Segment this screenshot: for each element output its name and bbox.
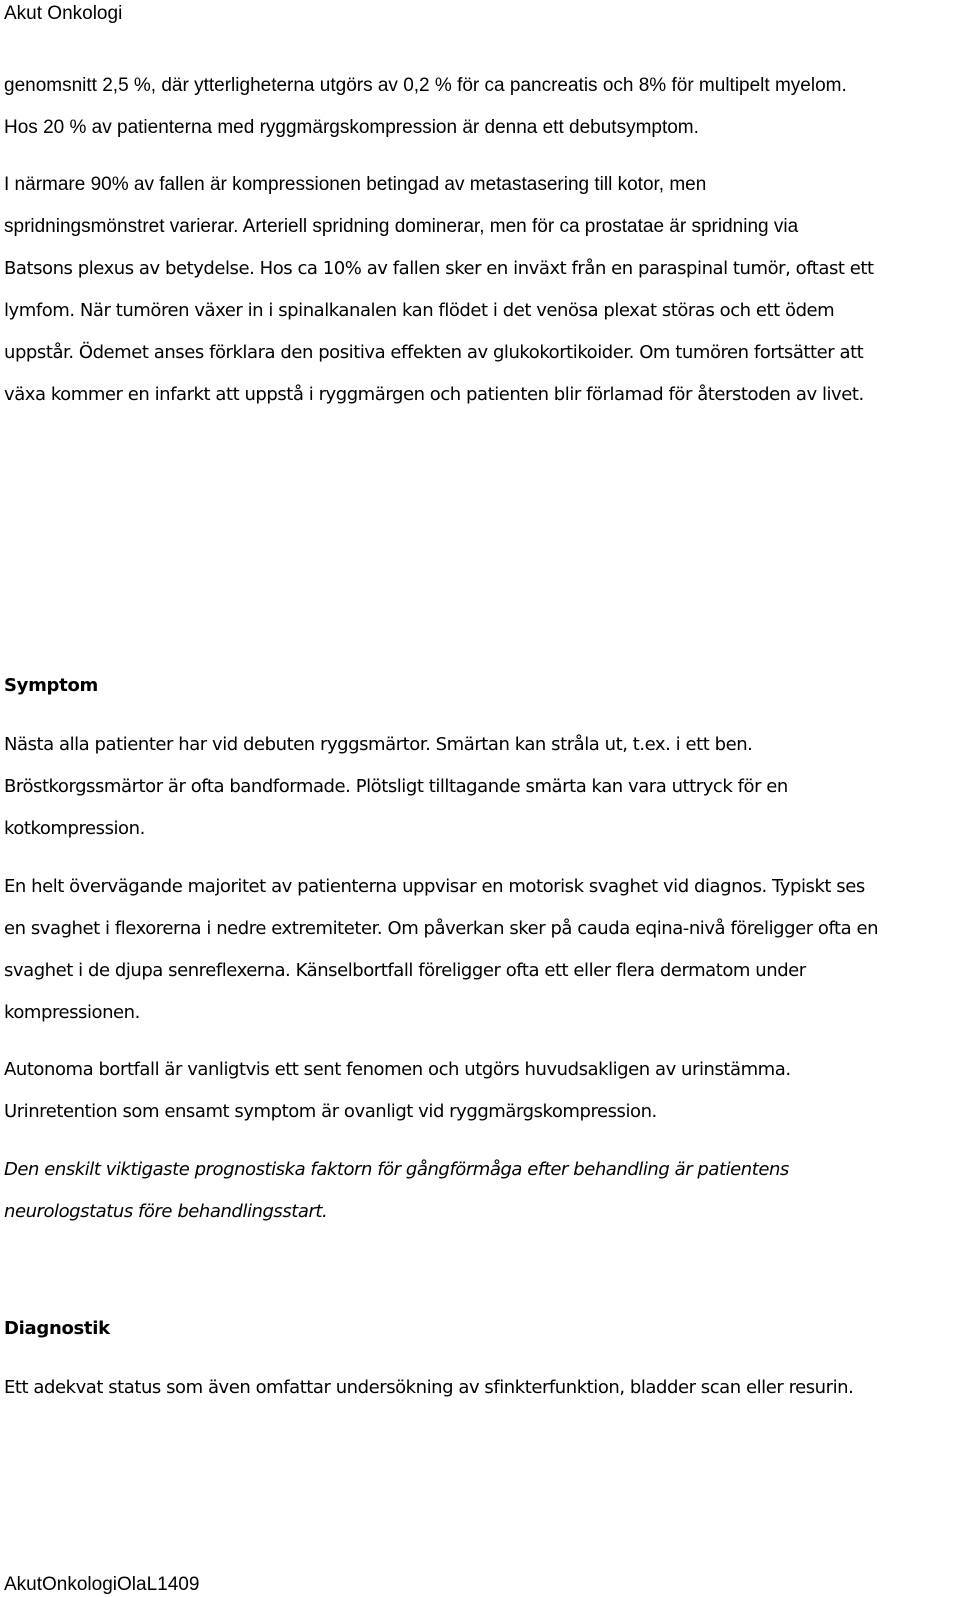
italic-text-line: neurologstatus före behandlingsstart. — [4, 1201, 328, 1222]
italic-text-line: Den enskilt viktigaste prognostiska faktorn för gångförmåga efter behandling är patientens — [4, 1159, 789, 1180]
text-line: kompressionen. — [4, 1002, 140, 1023]
text-line: svaghet i de djupa senreflexerna. Känselbortfall föreligger ofta ett eller flera dermatom under — [4, 960, 806, 981]
text-line: Hos 20 % av patienterna med ryggmärgskompression är denna ett debutsymptom. — [4, 117, 699, 138]
text-line: kotkompression. — [4, 818, 145, 839]
section-heading-symptom: Symptom — [4, 675, 98, 696]
footer-document-code: AkutOnkologiOlaL1409 — [4, 1574, 200, 1595]
text-line: en svaghet i flexorerna i nedre extremiteter. Om påverkan sker på cauda eqina-nivå föreligger ofta en — [4, 918, 879, 939]
text-line: Autonoma bortfall är vanligtvis ett sent fenomen och utgörs huvudsakligen av urinstämma. — [4, 1059, 791, 1080]
text-line: lymfom. När tumören växer in i spinalkanalen kan flödet i det venösa plexat störas och ett ödem — [4, 300, 835, 321]
text-line: En helt övervägande majoritet av patienterna uppvisar en motorisk svaghet vid diagnos. Typiskt ses — [4, 876, 865, 897]
section-heading-diagnostik: Diagnostik — [4, 1318, 110, 1339]
text-line: Batsons plexus av betydelse. Hos ca 10% av fallen sker en inväxt från en paraspinal tumör, oftast ett — [4, 258, 874, 279]
text-line: Urinretention som ensamt symptom är ovanligt vid ryggmärgskompression. — [4, 1101, 657, 1122]
text-line: Bröstkorgssmärtor är ofta bandformade. Plötsligt tilltagande smärta kan vara uttryck för en — [4, 776, 788, 797]
text-line: Ett adekvat status som även omfattar undersökning av sfinkterfunktion, bladder scan eller resurin. — [4, 1377, 854, 1398]
text-line: uppstår. Ödemet anses förklara den positiva effekten av glukokortikoider. Om tumören fortsätter att — [4, 342, 864, 363]
text-line: I närmare 90% av fallen är kompressionen betingad av metastasering till kotor, men — [4, 174, 707, 195]
text-line: genomsnitt 2,5 %, där ytterligheterna utgörs av 0,2 % för ca pancreatis och 8% för multipelt myelom. — [4, 75, 847, 96]
text-line: spridningsmönstret varierar. Arteriell spridning dominerar, men för ca prostatae är spridning via — [4, 216, 799, 237]
page-header-title: Akut Onkologi — [4, 3, 123, 24]
text-line: växa kommer en infarkt att uppstå i ryggmärgen och patienten blir förlamad för återstoden av livet. — [4, 384, 864, 405]
text-line: Nästa alla patienter har vid debuten ryggsmärtor. Smärtan kan stråla ut, t.ex. i ett ben. — [4, 734, 753, 755]
